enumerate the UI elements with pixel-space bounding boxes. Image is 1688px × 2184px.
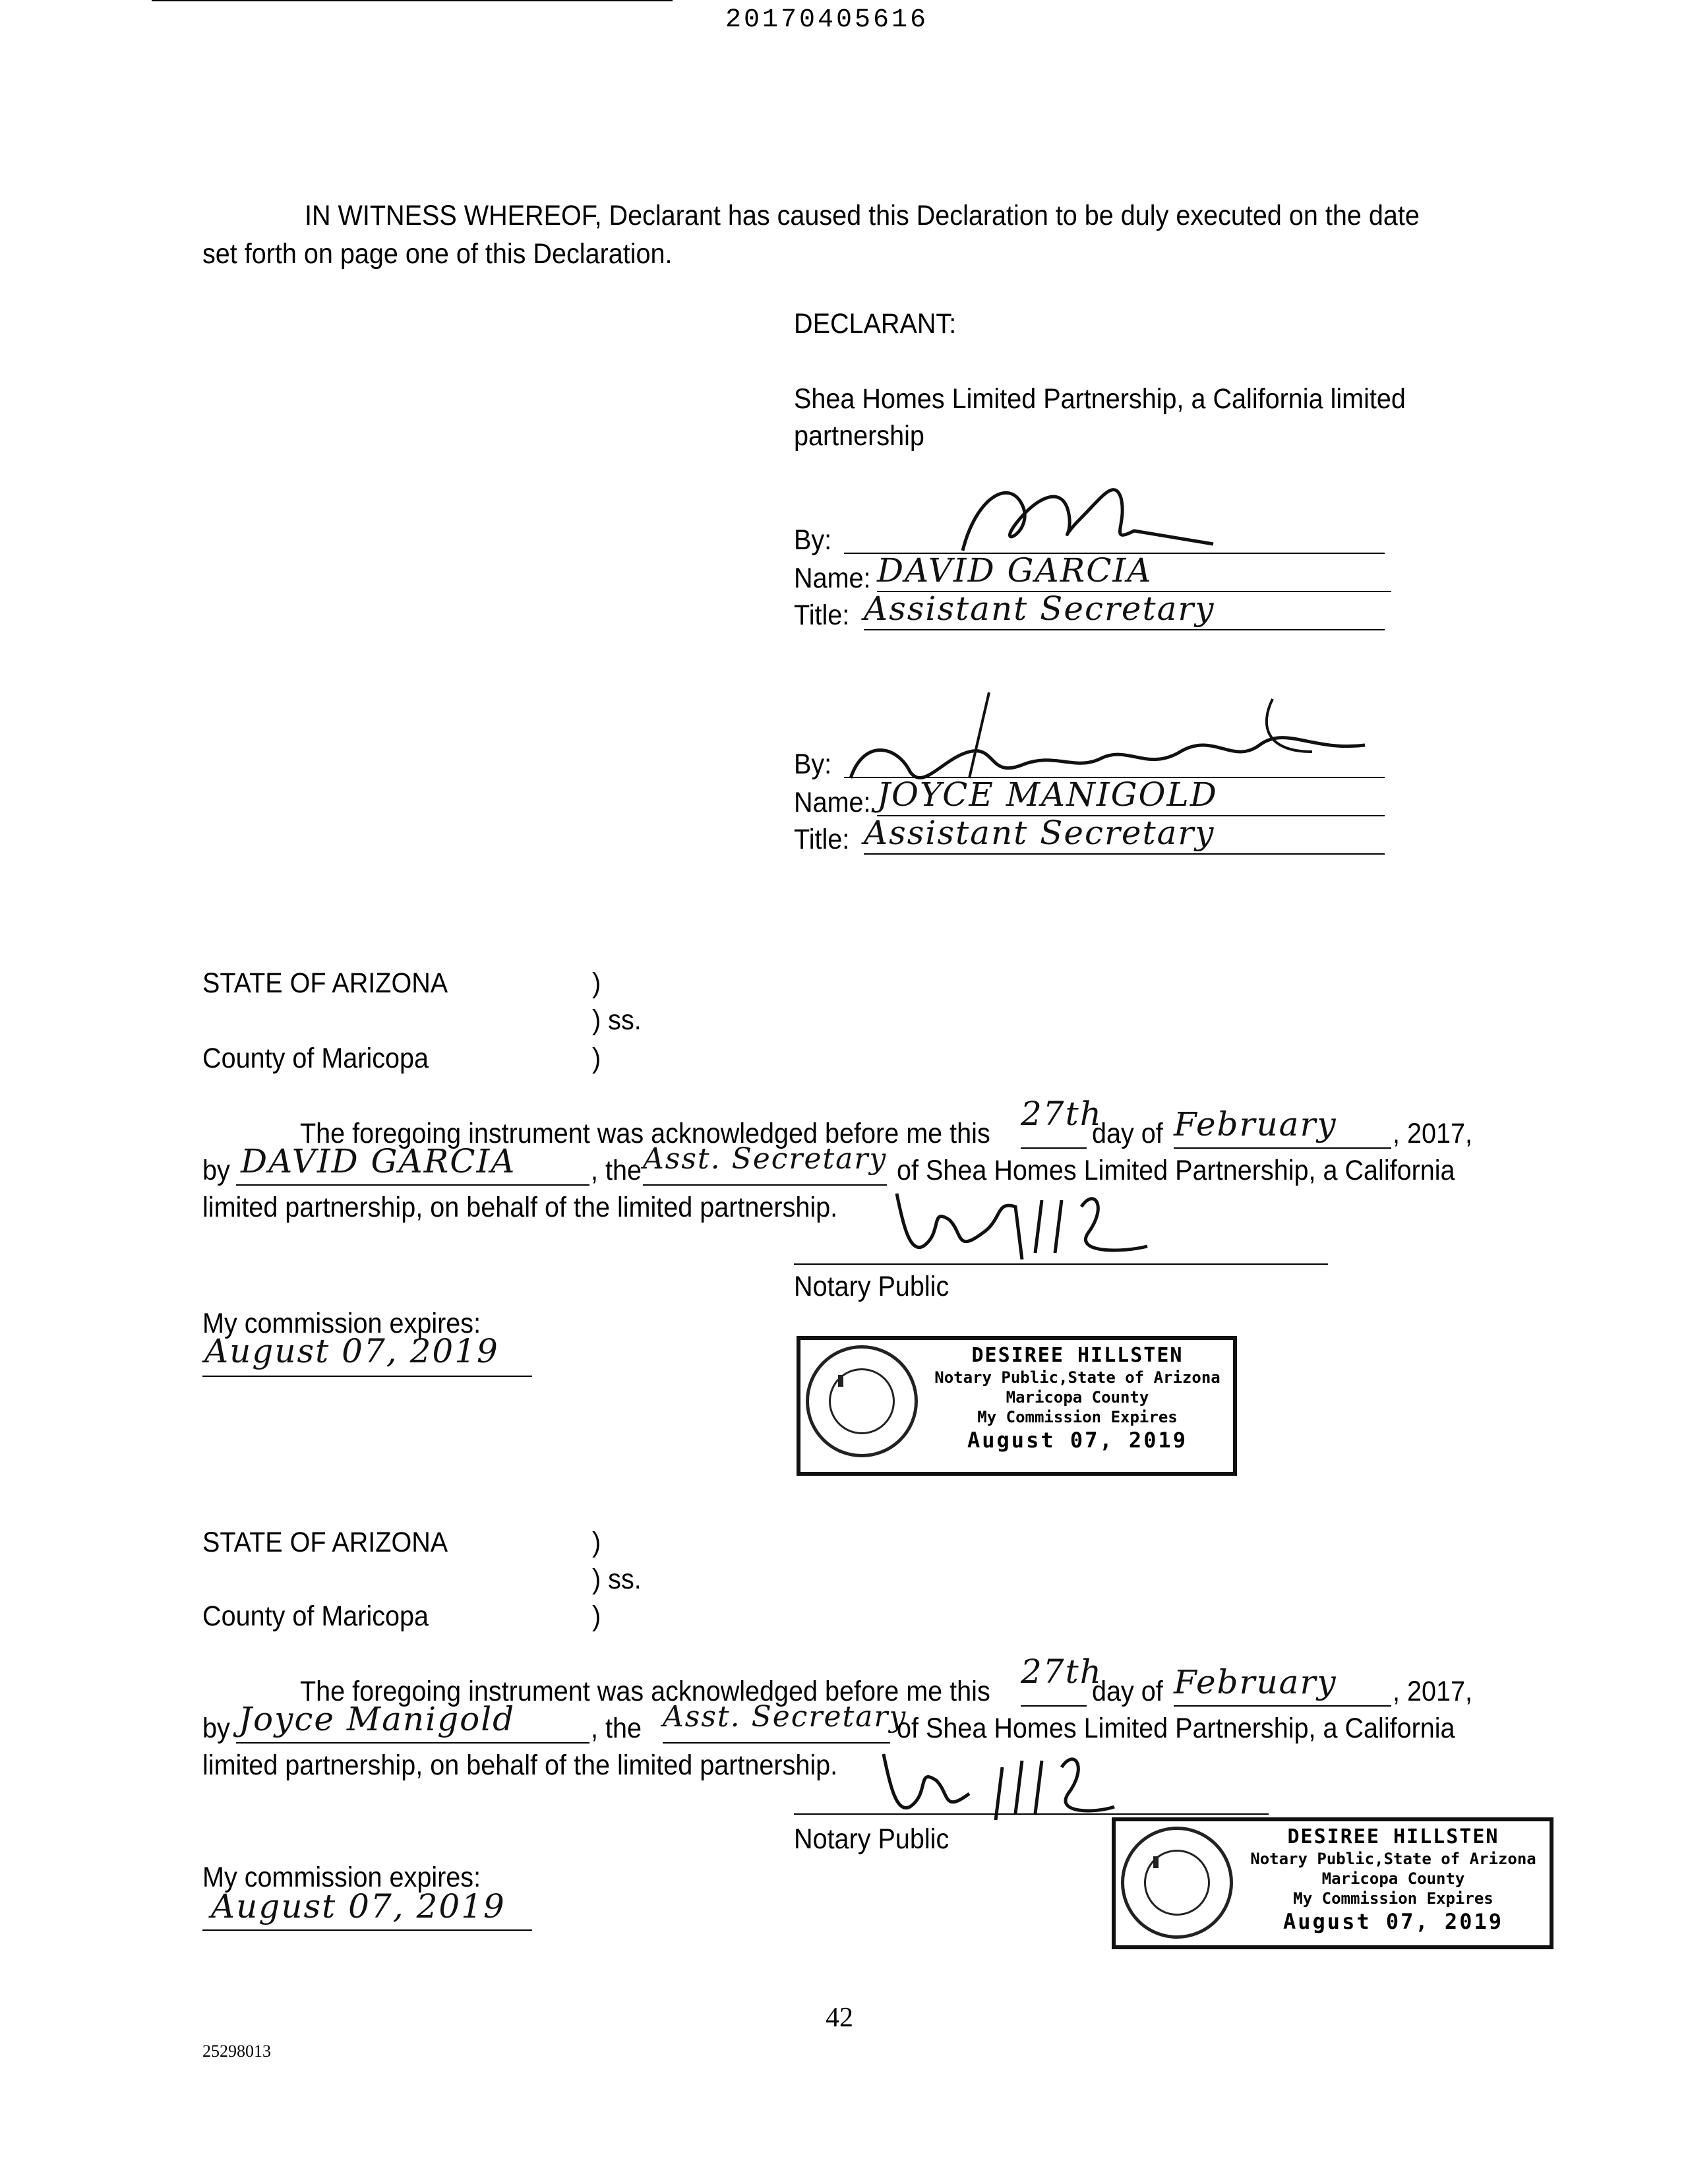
signer1-name-label: Name:: [794, 562, 871, 594]
notary1-month-value: February: [1174, 1105, 1337, 1143]
notary2-state: STATE OF ARIZONA: [202, 1527, 448, 1558]
signer1-title-value: Assistant Secretary: [864, 590, 1215, 628]
notary1-stamp-line4: My Commission Expires: [977, 1408, 1178, 1426]
notary2-day-value: 27th: [1021, 1653, 1102, 1691]
notary1-signature: [884, 1180, 1167, 1269]
notary2-signature: [870, 1741, 1121, 1830]
notary2-commission-line: [202, 1929, 532, 1931]
notary1-stamp-line2: Notary Public,State of Arizona: [934, 1368, 1221, 1387]
notary2-commission-value: August 07, 2019: [211, 1887, 506, 1926]
signer1-title-label: Title:: [794, 599, 850, 631]
notary2-line-3: limited partnership, on behalf of the limited partnership.: [202, 1749, 838, 1781]
notary1-day-value: 27th: [1021, 1095, 1102, 1133]
notary1-commission-line: [202, 1376, 532, 1377]
notary1-stamp: [797, 1336, 1237, 1476]
notary1-line-3: limited partnership, on behalf of the limited partnership.: [202, 1192, 838, 1223]
notary2-stamp-line2: Notary Public,State of Arizona: [1250, 1850, 1536, 1868]
declarant-heading: DECLARANT:: [794, 308, 957, 340]
notary2-day-of: day of: [1092, 1676, 1163, 1707]
notary1-paren-3: ): [592, 1043, 601, 1074]
notary2-the-label: , the: [591, 1713, 642, 1744]
notary1-day-of: day of: [1092, 1118, 1163, 1149]
notary1-ack-text: The foregoing instrument was acknowledged before me this: [300, 1118, 990, 1149]
notary1-paren-1: ): [592, 967, 601, 999]
notary1-title-value: Asst. Secretary: [643, 1142, 888, 1176]
signer2-by-label: By:: [794, 748, 832, 780]
notary1-stamp-line3: Maricopa County: [1006, 1388, 1149, 1407]
notary2-stamp-line3: Maricopa County: [1321, 1869, 1465, 1888]
notary1-of-text: of Shea Homes Limited Partnership, a California: [897, 1155, 1455, 1186]
footer-doc-id: 25298013: [202, 2042, 271, 2061]
signer1-by-label: By:: [794, 524, 832, 556]
signer2-title-value: Assistant Secretary: [864, 814, 1215, 852]
signer2-title-line: [864, 853, 1385, 855]
notary2-by-label: by: [202, 1713, 230, 1744]
notary1-stamp-line5: August 07, 2019: [967, 1428, 1188, 1453]
notary2-month-value: February: [1174, 1663, 1337, 1701]
notary1-ss: ) ss.: [592, 1004, 642, 1036]
entity-line-1: Shea Homes Limited Partnership, a California limited: [794, 383, 1406, 415]
notary1-stamp-name: DESIREE HILLSTEN: [971, 1344, 1184, 1367]
top-rule: [152, 0, 673, 1]
notary1-month-line: [1174, 1147, 1391, 1149]
notary1-day-line: [1021, 1147, 1087, 1149]
notary1-commission-label: My commission expires:: [202, 1308, 481, 1339]
notary2-notary-public: Notary Public: [794, 1823, 950, 1855]
notary1-state: STATE OF ARIZONA: [202, 967, 448, 999]
notary1-commission-value: August 07, 2019: [204, 1332, 499, 1370]
notary2-commission-label: My commission expires:: [202, 1862, 481, 1893]
notary2-of-text: of Shea Homes Limited Partnership, a California: [897, 1713, 1455, 1744]
signer2-name-label: Name:: [794, 787, 871, 818]
page-number: 42: [826, 2003, 853, 2033]
notary2-by-line: [236, 1742, 589, 1744]
notary2-title-value: Asst. Secretary: [663, 1700, 907, 1734]
notary2-by-value: Joyce Manigold: [239, 1700, 516, 1738]
witness-line-2: set forth on page one of this Declaration.: [202, 238, 673, 270]
notary2-title-line: [663, 1742, 890, 1744]
notary2-year: , 2017,: [1393, 1676, 1472, 1707]
notary1-seal-icon: [806, 1345, 918, 1457]
notary1-notary-public: Notary Public: [794, 1271, 950, 1302]
notary2-day-line: [1021, 1705, 1087, 1707]
notary2-stamp-name: DESIREE HILLSTEN: [1287, 1825, 1499, 1848]
notary1-the-label: , the: [591, 1155, 642, 1186]
notary1-by-label: by: [202, 1155, 230, 1186]
notary2-stamp-line5: August 07, 2019: [1283, 1909, 1503, 1934]
notary2-county: County of Maricopa: [202, 1600, 429, 1632]
signer2-title-label: Title:: [794, 824, 850, 855]
notary2-stamp-line4: My Commission Expires: [1293, 1889, 1493, 1908]
signer1-name-value: DAVID GARCIA: [877, 551, 1153, 590]
entity-line-2: partnership: [794, 420, 924, 452]
witness-line-1: IN WITNESS WHEREOF, Declarant has caused this Declaration to be duly executed on the date: [305, 200, 1420, 231]
signer1-title-line: [864, 629, 1385, 630]
notary2-paren-3: ): [592, 1600, 601, 1632]
notary1-signature-line: [794, 1263, 1328, 1265]
signer2-name-value: JOYCE MANIGOLD: [877, 775, 1218, 814]
notary2-ack-text: The foregoing instrument was acknowledged before me this: [300, 1676, 990, 1707]
notary2-paren-1: ): [592, 1527, 601, 1558]
notary2-month-line: [1174, 1705, 1391, 1707]
notary1-county: County of Maricopa: [202, 1043, 429, 1074]
notary1-title-line: [643, 1184, 887, 1186]
notary2-signature-line: [794, 1813, 1269, 1815]
document-number: 20170405616: [725, 5, 929, 35]
notary2-stamp: [1112, 1817, 1553, 1949]
notary2-ss: ) ss.: [592, 1563, 642, 1595]
notary1-by-value: DAVID GARCIA: [241, 1142, 516, 1180]
notary2-seal-icon: [1121, 1827, 1233, 1939]
notary1-by-line: [236, 1184, 589, 1186]
notary1-year: , 2017,: [1393, 1118, 1472, 1149]
